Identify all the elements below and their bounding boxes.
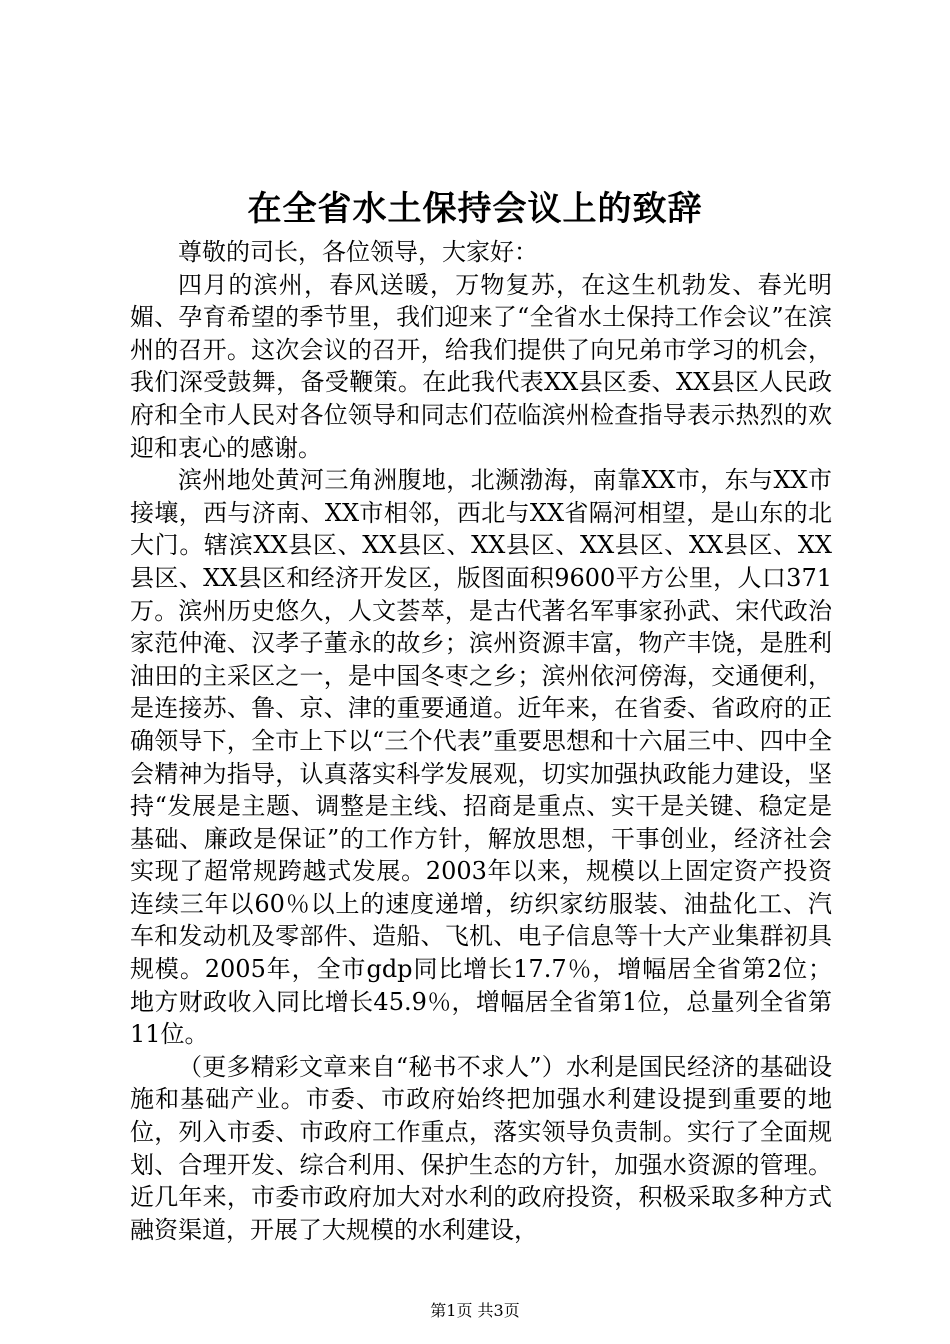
body-paragraph: 滨州地处黄河三角洲腹地，北濒渤海，南靠XX市，东与XX市接壤，西与济南、XX市相邻，西北与XX省隔河相望，是山东的北大门。辖滨XX县区、XX县区、XX县区、XX县区、XX县区、XX县区、XX县区和经济开发区，版图面积9600平方公里，人口371万。滨州历史悠久，人文荟萃，是古代著名军事家孙武、宋代政治家范仲淹、汉孝子董永的故乡；滨州资源丰富，物产丰饶，是胜利油田的主采区之一，是中国冬枣之乡；滨州依河傍海，交通便利，是连接苏、鲁、京、津的重要通道。近年来，在省委、省政府的正确领导下，全市上下以“三个代表”重要思想和十六届三中、四中全会精神为指导，认真落实科学发展观，切实加强执政能力建设，坚持“发展是主题、调整是主线、招商是重点、实干是关键、稳定是基础、廉政是保证”的工作方针，解放思想，干事创业，经济社会实现了超常规跨越式发展。2003年以来，规模以上固定资产投资连续三年以60％以上的速度递增，纺织家纺服装、油盐化工、汽车和发动机及零部件、造船、飞机、电子信息等十大产业集群初具规模。2005年，全市gdp同比增长17.7％，增幅居全省第2位；地方财政收入同比增长45.9％，增幅居全省第1位，总量列全省第11位。 xyxy=(130,466,832,1049)
body-paragraph: （更多精彩文章来自“秘书不求人”）水利是国民经济的基础设施和基础产业。市委、市政府始终把加强水利建设提到重要的地位，列入市委、市政府工作重点，落实领导负责制。实行了全面规划、合理开发、综合利用、保护生态的方针，加强水资源的管理。近几年来，市委市政府加大对水利的政府投资，积极采取多种方式融资渠道，开展了大规模的水利建设， xyxy=(130,1052,832,1244)
salutation-paragraph: 尊敬的司长，各位领导，大家好： xyxy=(178,238,538,266)
document-body xyxy=(130,236,832,1246)
page-footer: 第1页 共3页 xyxy=(430,1301,520,1320)
body-paragraph: 四月的滨州，春风送暖，万物复苏，在这生机勃发、春光明媚、孕育希望的季节里，我们迎来了“全省水土保持工作会议”在滨州的召开。这次会议的召开，给我们提供了向兄弟市学习的机会，我们深受鼓舞，备受鞭策。在此我代表XX县区委、XX县区人民政府和全市人民对各位领导和同志们莅临滨州检查指导表示热烈的欢迎和衷心的感谢。 xyxy=(130,270,832,462)
document-title: 在全省水土保持会议上的致辞 xyxy=(247,189,703,229)
